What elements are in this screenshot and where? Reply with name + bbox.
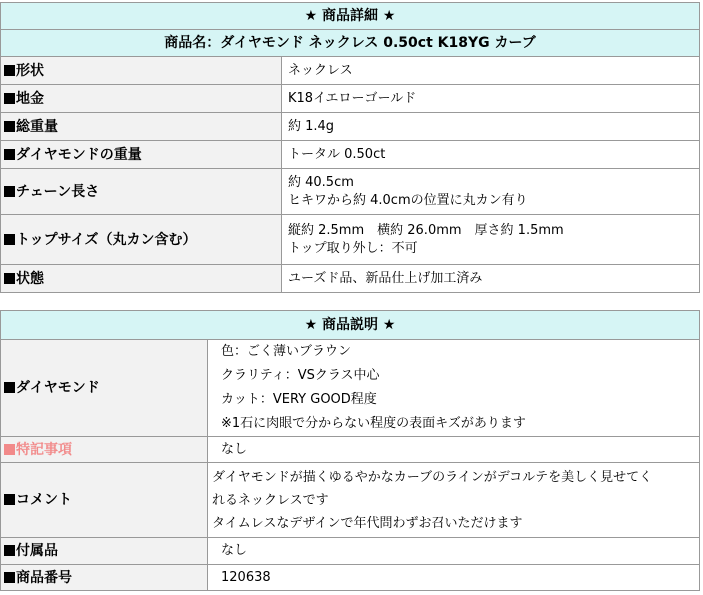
details-heading-cell: [1, 3, 700, 30]
value-diamond-weight: [282, 141, 700, 169]
square-bullet-icon: [4, 494, 15, 505]
value-line: ダイヤモンドが描くゆるやかなカーブのラインがデコルテを美しく見せてく: [212, 469, 653, 485]
value-top-size: [282, 215, 700, 265]
square-bullet-icon: [4, 444, 15, 455]
label-accessories: 付属品: [16, 543, 58, 559]
label-shape: 形状: [16, 62, 44, 79]
product-name: 商品名：ダイヤモンド ネックレス 0.50ct K18YG カーブ: [1, 30, 700, 57]
label-product-number: 商品番号: [16, 569, 72, 586]
value-shape: [282, 57, 700, 85]
label-cell-shape: [1, 57, 282, 85]
value-line: トータル 0.50ct: [288, 146, 386, 162]
label-cell-top-size: [1, 215, 282, 265]
value-accessories: [208, 538, 700, 565]
label-cell-special-notes: [1, 437, 208, 463]
square-bullet-icon: [4, 121, 15, 132]
value-comment: [208, 463, 700, 538]
label-total-weight: 総重量: [16, 118, 58, 135]
label-cell-product-number: [1, 565, 208, 591]
star-icon: ★: [304, 317, 318, 333]
value-line: 約 40.5cm: [288, 174, 354, 190]
value-line: れるネックレスです: [212, 492, 329, 508]
square-bullet-icon: [4, 545, 15, 556]
label-comment: コメント: [16, 492, 72, 508]
label-top-size: トップサイズ（丸カン含む）: [16, 231, 197, 248]
value-special-notes: [208, 437, 700, 463]
value-line: クラリティ：VSクラス中心: [221, 368, 380, 383]
value-diamond: [208, 340, 700, 437]
label-cell-condition: [1, 265, 282, 293]
label-cell-metal: [1, 85, 282, 113]
value-line: 色：ごく薄いブラウン: [221, 344, 352, 359]
square-bullet-icon: [4, 149, 15, 160]
label-special-notes: 特記事項: [16, 441, 72, 458]
label-cell-accessories: [1, 538, 208, 565]
label-condition: 状態: [16, 270, 44, 287]
label-cell-diamond: [1, 340, 208, 437]
value-line: トップ取り外し：不可: [288, 240, 418, 256]
details-heading: 商品詳細: [322, 8, 378, 24]
value-chain-length: [282, 169, 700, 215]
value-metal: [282, 85, 700, 113]
value-total-weight: [282, 113, 700, 141]
value-line: 120638: [221, 569, 271, 585]
value-line: 縦約 2.5mm 横約 26.0mm 厚さ約 1.5mm: [288, 222, 564, 238]
value-line: カット：VERY GOOD程度: [221, 392, 377, 407]
value-line: なし: [221, 441, 248, 457]
product-details-table: [0, 2, 700, 293]
value-condition: [282, 265, 700, 293]
label-diamond-weight: ダイヤモンドの重量: [16, 146, 142, 163]
label-metal: 地金: [16, 90, 44, 107]
label-chain-length: チェーン長さ: [16, 183, 100, 200]
square-bullet-icon: [4, 382, 15, 393]
square-bullet-icon: [4, 93, 15, 104]
value-line: 約 1.4g: [288, 118, 335, 134]
value-line: なし: [221, 543, 248, 558]
star-icon: ★: [382, 8, 396, 24]
star-icon: ★: [382, 317, 396, 333]
square-bullet-icon: [4, 186, 15, 197]
square-bullet-icon: [4, 234, 15, 245]
value-line: K18イエローゴールド: [288, 90, 417, 106]
label-cell-diamond-weight: [1, 141, 282, 169]
square-bullet-icon: [4, 572, 15, 583]
value-line: ※1石に肉眼で分からない程度の表面キズがあります: [221, 416, 526, 431]
value-product-number: [208, 565, 700, 591]
value-line: ユーズド品、新品仕上げ加工済み: [288, 270, 483, 286]
square-bullet-icon: [4, 273, 15, 284]
label-diamond: ダイヤモンド: [16, 380, 100, 396]
label-cell-total-weight: [1, 113, 282, 141]
value-line: ヒキワから約 4.0cmの位置に丸カン有り: [288, 192, 528, 208]
value-line: ネックレス: [288, 62, 353, 78]
description-heading-cell: [1, 311, 700, 340]
description-heading: 商品説明: [322, 317, 378, 333]
product-description-table: [0, 310, 700, 591]
value-line: タイムレスなデザインで年代問わずお召いただけます: [212, 515, 523, 531]
label-cell-comment: [1, 463, 208, 538]
star-icon: ★: [304, 8, 318, 24]
square-bullet-icon: [4, 65, 15, 76]
label-cell-chain-length: [1, 169, 282, 215]
